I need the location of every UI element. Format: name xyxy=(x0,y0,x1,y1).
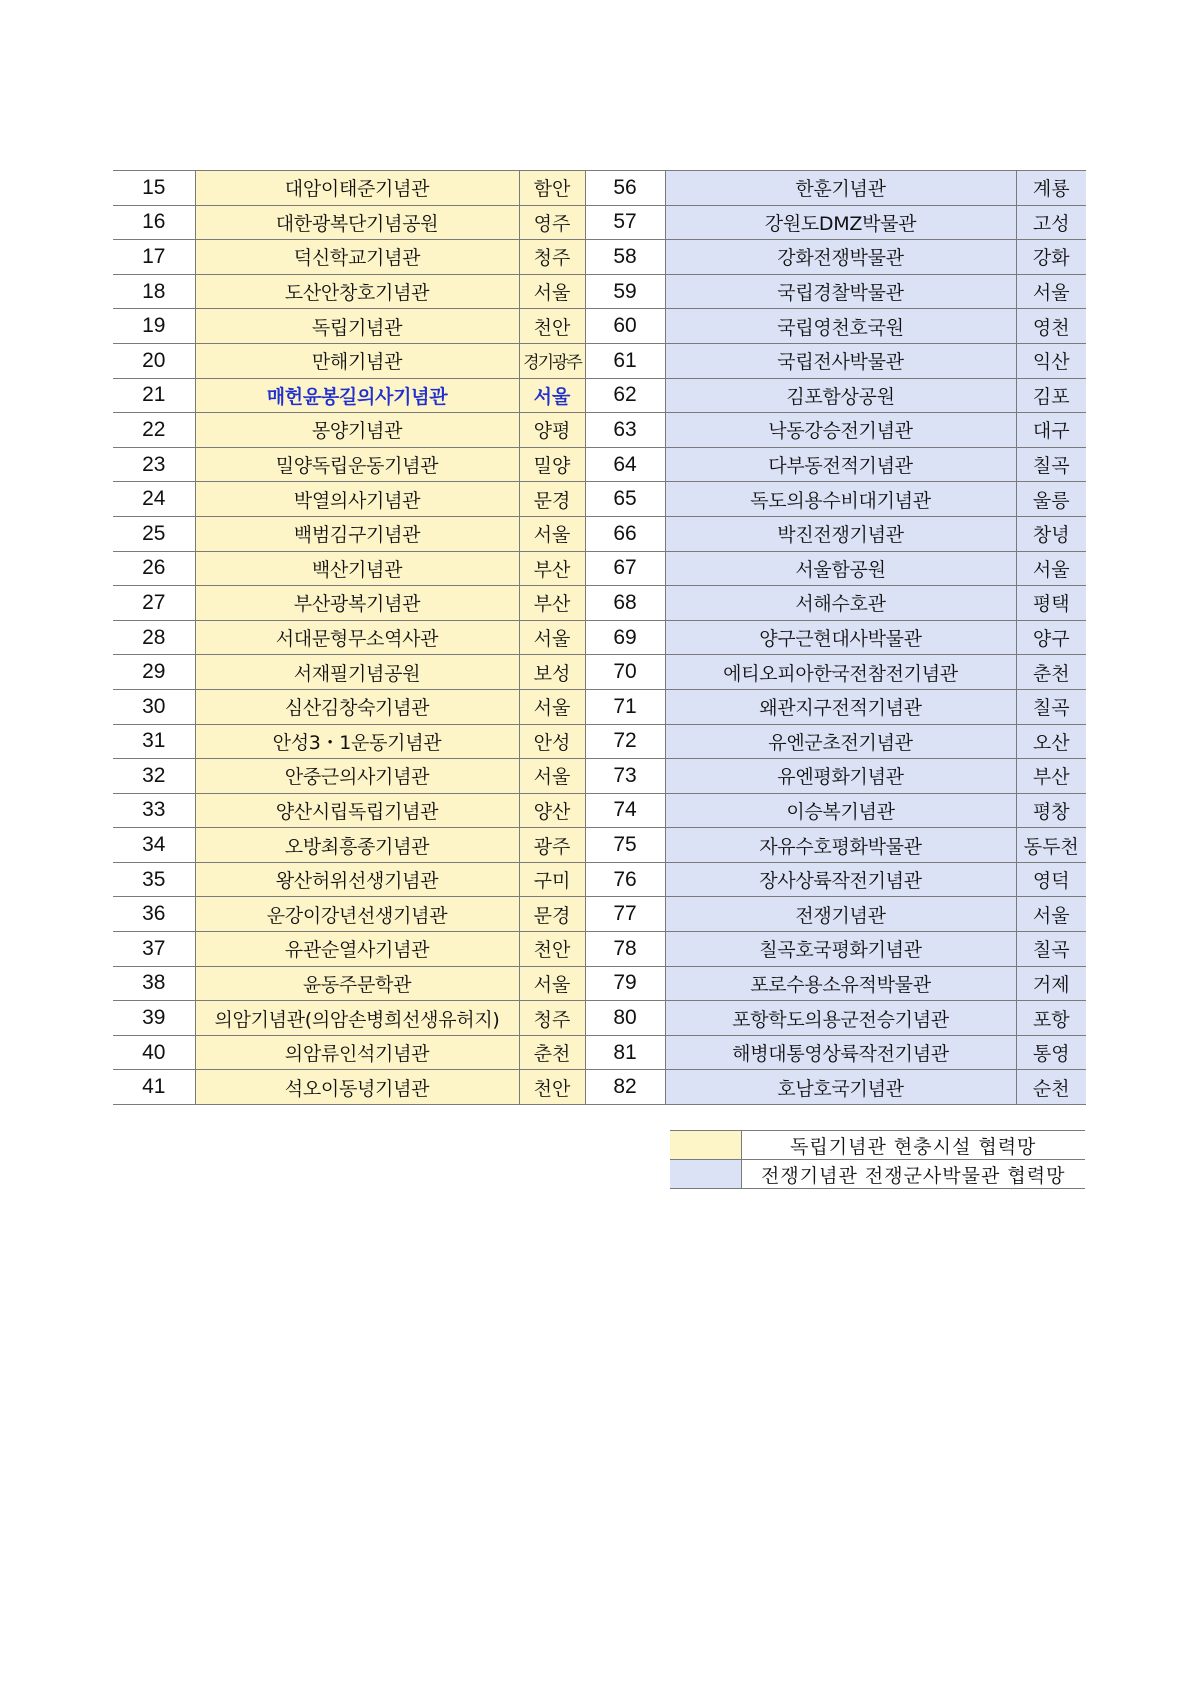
left-facility-name: 안성3・1운동기념관 xyxy=(195,724,519,759)
right-number-cell: 78 xyxy=(585,932,665,967)
right-city: 창녕 xyxy=(1016,516,1086,551)
right-number-cell: 66 xyxy=(585,516,665,551)
right-city: 영천 xyxy=(1016,309,1086,344)
left-city: 서울 xyxy=(519,689,585,724)
right-city: 오산 xyxy=(1016,724,1086,759)
table-row xyxy=(113,620,1086,655)
left-facility-name: 덕신학교기념관 xyxy=(195,240,519,275)
right-number-cell: 57 xyxy=(585,205,665,240)
left-city: 부산 xyxy=(519,586,585,621)
right-facility-name: 국립경찰박물관 xyxy=(665,274,1016,309)
left-city: 서울 xyxy=(519,759,585,794)
left-city: 광주 xyxy=(519,828,585,863)
left-facility-name: 백산기념관 xyxy=(195,551,519,586)
left-number-cell: 29 xyxy=(113,655,195,690)
table-row xyxy=(113,1001,1086,1036)
left-number-cell: 37 xyxy=(113,932,195,967)
right-city: 서울 xyxy=(1016,274,1086,309)
table-row xyxy=(113,240,1086,275)
right-number-cell: 61 xyxy=(585,343,665,378)
left-number-cell: 35 xyxy=(113,862,195,897)
table-row xyxy=(113,482,1086,517)
left-number-cell: 33 xyxy=(113,793,195,828)
right-city: 서울 xyxy=(1016,897,1086,932)
left-facility-name: 오방최흥종기념관 xyxy=(195,828,519,863)
right-facility-name: 서울함공원 xyxy=(665,551,1016,586)
right-city: 순천 xyxy=(1016,1070,1086,1105)
right-number-cell: 70 xyxy=(585,655,665,690)
right-city: 평창 xyxy=(1016,793,1086,828)
legend-swatch-blue xyxy=(670,1160,741,1189)
right-facility-name: 독도의용수비대기념관 xyxy=(665,482,1016,517)
right-city: 양구 xyxy=(1016,620,1086,655)
left-facility-name: 석오이동녕기념관 xyxy=(195,1070,519,1105)
right-facility-name: 칠곡호국평화기념관 xyxy=(665,932,1016,967)
left-number-cell: 28 xyxy=(113,620,195,655)
table-row xyxy=(113,309,1086,344)
left-facility-name: 심산김창숙기념관 xyxy=(195,689,519,724)
right-facility-name: 유엔평화기념관 xyxy=(665,759,1016,794)
table-row xyxy=(113,966,1086,1001)
right-city: 계룡 xyxy=(1016,171,1086,206)
left-facility-name: 밀양독립운동기념관 xyxy=(195,447,519,482)
right-facility-name: 서해수호관 xyxy=(665,586,1016,621)
left-city: 경기광주 xyxy=(519,343,585,378)
right-city: 평택 xyxy=(1016,586,1086,621)
right-number-cell: 63 xyxy=(585,413,665,448)
legend-row-independence xyxy=(670,1131,1085,1160)
table-row xyxy=(113,551,1086,586)
right-city: 강화 xyxy=(1016,240,1086,275)
right-facility-name: 호남호국기념관 xyxy=(665,1070,1016,1105)
right-facility-name: 포항학도의용군전승기념관 xyxy=(665,1001,1016,1036)
left-facility-name: 도산안창호기념관 xyxy=(195,274,519,309)
right-number-cell: 74 xyxy=(585,793,665,828)
table-row xyxy=(113,828,1086,863)
left-number-cell: 34 xyxy=(113,828,195,863)
table-row xyxy=(113,274,1086,309)
right-city: 영덕 xyxy=(1016,862,1086,897)
right-number-cell: 77 xyxy=(585,897,665,932)
left-city: 서울 xyxy=(519,620,585,655)
table-row xyxy=(113,378,1086,413)
right-city: 익산 xyxy=(1016,343,1086,378)
right-facility-name: 박진전쟁기념관 xyxy=(665,516,1016,551)
right-number-cell: 79 xyxy=(585,966,665,1001)
left-facility-name: 몽양기념관 xyxy=(195,413,519,448)
right-number-cell: 76 xyxy=(585,862,665,897)
table-row xyxy=(113,516,1086,551)
right-facility-name: 자유수호평화박물관 xyxy=(665,828,1016,863)
left-city: 함안 xyxy=(519,171,585,206)
right-facility-name: 낙동강승전기념관 xyxy=(665,413,1016,448)
right-city: 고성 xyxy=(1016,205,1086,240)
legend-label-war: 전쟁기념관 전쟁군사박물관 협력망 xyxy=(741,1160,1085,1189)
left-city: 천안 xyxy=(519,1070,585,1105)
table-row xyxy=(113,655,1086,690)
left-city: 양평 xyxy=(519,413,585,448)
table-row xyxy=(113,205,1086,240)
table-row xyxy=(113,343,1086,378)
left-city: 보성 xyxy=(519,655,585,690)
left-facility-name: 서대문형무소역사관 xyxy=(195,620,519,655)
left-number-cell: 27 xyxy=(113,586,195,621)
left-facility-name: 의암류인석기념관 xyxy=(195,1035,519,1070)
left-number-cell: 17 xyxy=(113,240,195,275)
right-number-cell: 75 xyxy=(585,828,665,863)
right-facility-name: 국립전사박물관 xyxy=(665,343,1016,378)
left-facility-name: 박열의사기념관 xyxy=(195,482,519,517)
right-city: 통영 xyxy=(1016,1035,1086,1070)
legend-row-war xyxy=(670,1160,1085,1189)
right-number-cell: 65 xyxy=(585,482,665,517)
right-city: 칠곡 xyxy=(1016,447,1086,482)
legend-label-independence: 독립기념관 현충시설 협력망 xyxy=(741,1131,1085,1160)
table-row xyxy=(113,447,1086,482)
left-city: 청주 xyxy=(519,240,585,275)
right-city: 울릉 xyxy=(1016,482,1086,517)
right-city: 포항 xyxy=(1016,1001,1086,1036)
right-number-cell: 72 xyxy=(585,724,665,759)
left-facility-name: 양산시립독립기념관 xyxy=(195,793,519,828)
table-row xyxy=(113,171,1086,206)
left-number-cell: 25 xyxy=(113,516,195,551)
right-number-cell: 67 xyxy=(585,551,665,586)
right-number-cell: 64 xyxy=(585,447,665,482)
left-city: 천안 xyxy=(519,309,585,344)
right-facility-name: 강화전쟁박물관 xyxy=(665,240,1016,275)
right-number-cell: 80 xyxy=(585,1001,665,1036)
left-city: 서울 xyxy=(519,378,585,413)
right-facility-name: 양구근현대사박물관 xyxy=(665,620,1016,655)
right-number-cell: 58 xyxy=(585,240,665,275)
left-city: 양산 xyxy=(519,793,585,828)
table-row xyxy=(113,862,1086,897)
left-facility-name: 백범김구기념관 xyxy=(195,516,519,551)
left-facility-name: 의암기념관(의암손병희선생유허지) xyxy=(195,1001,519,1036)
right-facility-name: 유엔군초전기념관 xyxy=(665,724,1016,759)
right-number-cell: 73 xyxy=(585,759,665,794)
left-number-cell: 40 xyxy=(113,1035,195,1070)
left-facility-name: 매헌윤봉길의사기념관 xyxy=(195,378,519,413)
right-facility-name: 해병대통영상륙작전기념관 xyxy=(665,1035,1016,1070)
right-number-cell: 71 xyxy=(585,689,665,724)
right-facility-name: 전쟁기념관 xyxy=(665,897,1016,932)
legend-swatch-yellow xyxy=(670,1131,741,1160)
right-facility-name: 왜관지구전적기념관 xyxy=(665,689,1016,724)
left-city: 청주 xyxy=(519,1001,585,1036)
left-number-cell: 16 xyxy=(113,205,195,240)
right-city: 동두천 xyxy=(1016,828,1086,863)
left-city: 문경 xyxy=(519,897,585,932)
left-city: 천안 xyxy=(519,932,585,967)
right-city: 거제 xyxy=(1016,966,1086,1001)
right-facility-name: 에티오피아한국전참전기념관 xyxy=(665,655,1016,690)
table-row xyxy=(113,586,1086,621)
table-row xyxy=(113,932,1086,967)
left-number-cell: 31 xyxy=(113,724,195,759)
left-facility-name: 대암이태준기념관 xyxy=(195,171,519,206)
right-city: 부산 xyxy=(1016,759,1086,794)
left-number-cell: 19 xyxy=(113,309,195,344)
left-facility-name: 운강이강년선생기념관 xyxy=(195,897,519,932)
right-facility-name: 김포함상공원 xyxy=(665,378,1016,413)
left-number-cell: 15 xyxy=(113,171,195,206)
left-facility-name: 대한광복단기념공원 xyxy=(195,205,519,240)
legend xyxy=(670,1130,1085,1189)
left-number-cell: 23 xyxy=(113,447,195,482)
left-number-cell: 21 xyxy=(113,378,195,413)
left-number-cell: 24 xyxy=(113,482,195,517)
table-row xyxy=(113,1035,1086,1070)
right-number-cell: 60 xyxy=(585,309,665,344)
left-facility-name: 독립기념관 xyxy=(195,309,519,344)
right-city: 춘천 xyxy=(1016,655,1086,690)
right-number-cell: 56 xyxy=(585,171,665,206)
right-facility-name: 다부동전적기념관 xyxy=(665,447,1016,482)
left-city: 문경 xyxy=(519,482,585,517)
left-city: 서울 xyxy=(519,274,585,309)
left-number-cell: 22 xyxy=(113,413,195,448)
right-facility-name: 강원도DMZ박물관 xyxy=(665,205,1016,240)
right-number-cell: 59 xyxy=(585,274,665,309)
left-city: 구미 xyxy=(519,862,585,897)
right-city: 칠곡 xyxy=(1016,689,1086,724)
left-number-cell: 32 xyxy=(113,759,195,794)
table-row xyxy=(113,413,1086,448)
left-facility-name: 부산광복기념관 xyxy=(195,586,519,621)
left-number-cell: 30 xyxy=(113,689,195,724)
right-number-cell: 62 xyxy=(585,378,665,413)
right-number-cell: 82 xyxy=(585,1070,665,1105)
table-row xyxy=(113,724,1086,759)
left-city: 영주 xyxy=(519,205,585,240)
right-city: 서울 xyxy=(1016,551,1086,586)
right-facility-name: 포로수용소유적박물관 xyxy=(665,966,1016,1001)
left-number-cell: 36 xyxy=(113,897,195,932)
table-row xyxy=(113,897,1086,932)
table-row xyxy=(113,793,1086,828)
right-facility-name: 이승복기념관 xyxy=(665,793,1016,828)
left-city: 안성 xyxy=(519,724,585,759)
left-facility-name: 윤동주문학관 xyxy=(195,966,519,1001)
left-number-cell: 18 xyxy=(113,274,195,309)
right-facility-name: 장사상륙작전기념관 xyxy=(665,862,1016,897)
left-number-cell: 41 xyxy=(113,1070,195,1105)
right-city: 칠곡 xyxy=(1016,932,1086,967)
right-number-cell: 81 xyxy=(585,1035,665,1070)
facility-table xyxy=(113,170,1086,1105)
left-number-cell: 38 xyxy=(113,966,195,1001)
left-city: 부산 xyxy=(519,551,585,586)
left-city: 서울 xyxy=(519,516,585,551)
left-city: 춘천 xyxy=(519,1035,585,1070)
left-city: 서울 xyxy=(519,966,585,1001)
left-number-cell: 26 xyxy=(113,551,195,586)
right-city: 김포 xyxy=(1016,378,1086,413)
left-number-cell: 20 xyxy=(113,343,195,378)
left-number-cell: 39 xyxy=(113,1001,195,1036)
table-row xyxy=(113,1070,1086,1105)
right-city: 대구 xyxy=(1016,413,1086,448)
left-facility-name: 왕산허위선생기념관 xyxy=(195,862,519,897)
right-number-cell: 69 xyxy=(585,620,665,655)
table-row xyxy=(113,689,1086,724)
left-facility-name: 만해기념관 xyxy=(195,343,519,378)
table-body xyxy=(113,171,1086,1105)
right-facility-name: 국립영천호국원 xyxy=(665,309,1016,344)
right-facility-name: 한훈기념관 xyxy=(665,171,1016,206)
left-facility-name: 유관순열사기념관 xyxy=(195,932,519,967)
table-row xyxy=(113,759,1086,794)
left-facility-name: 서재필기념공원 xyxy=(195,655,519,690)
left-city: 밀양 xyxy=(519,447,585,482)
left-facility-name: 안중근의사기념관 xyxy=(195,759,519,794)
right-number-cell: 68 xyxy=(585,586,665,621)
